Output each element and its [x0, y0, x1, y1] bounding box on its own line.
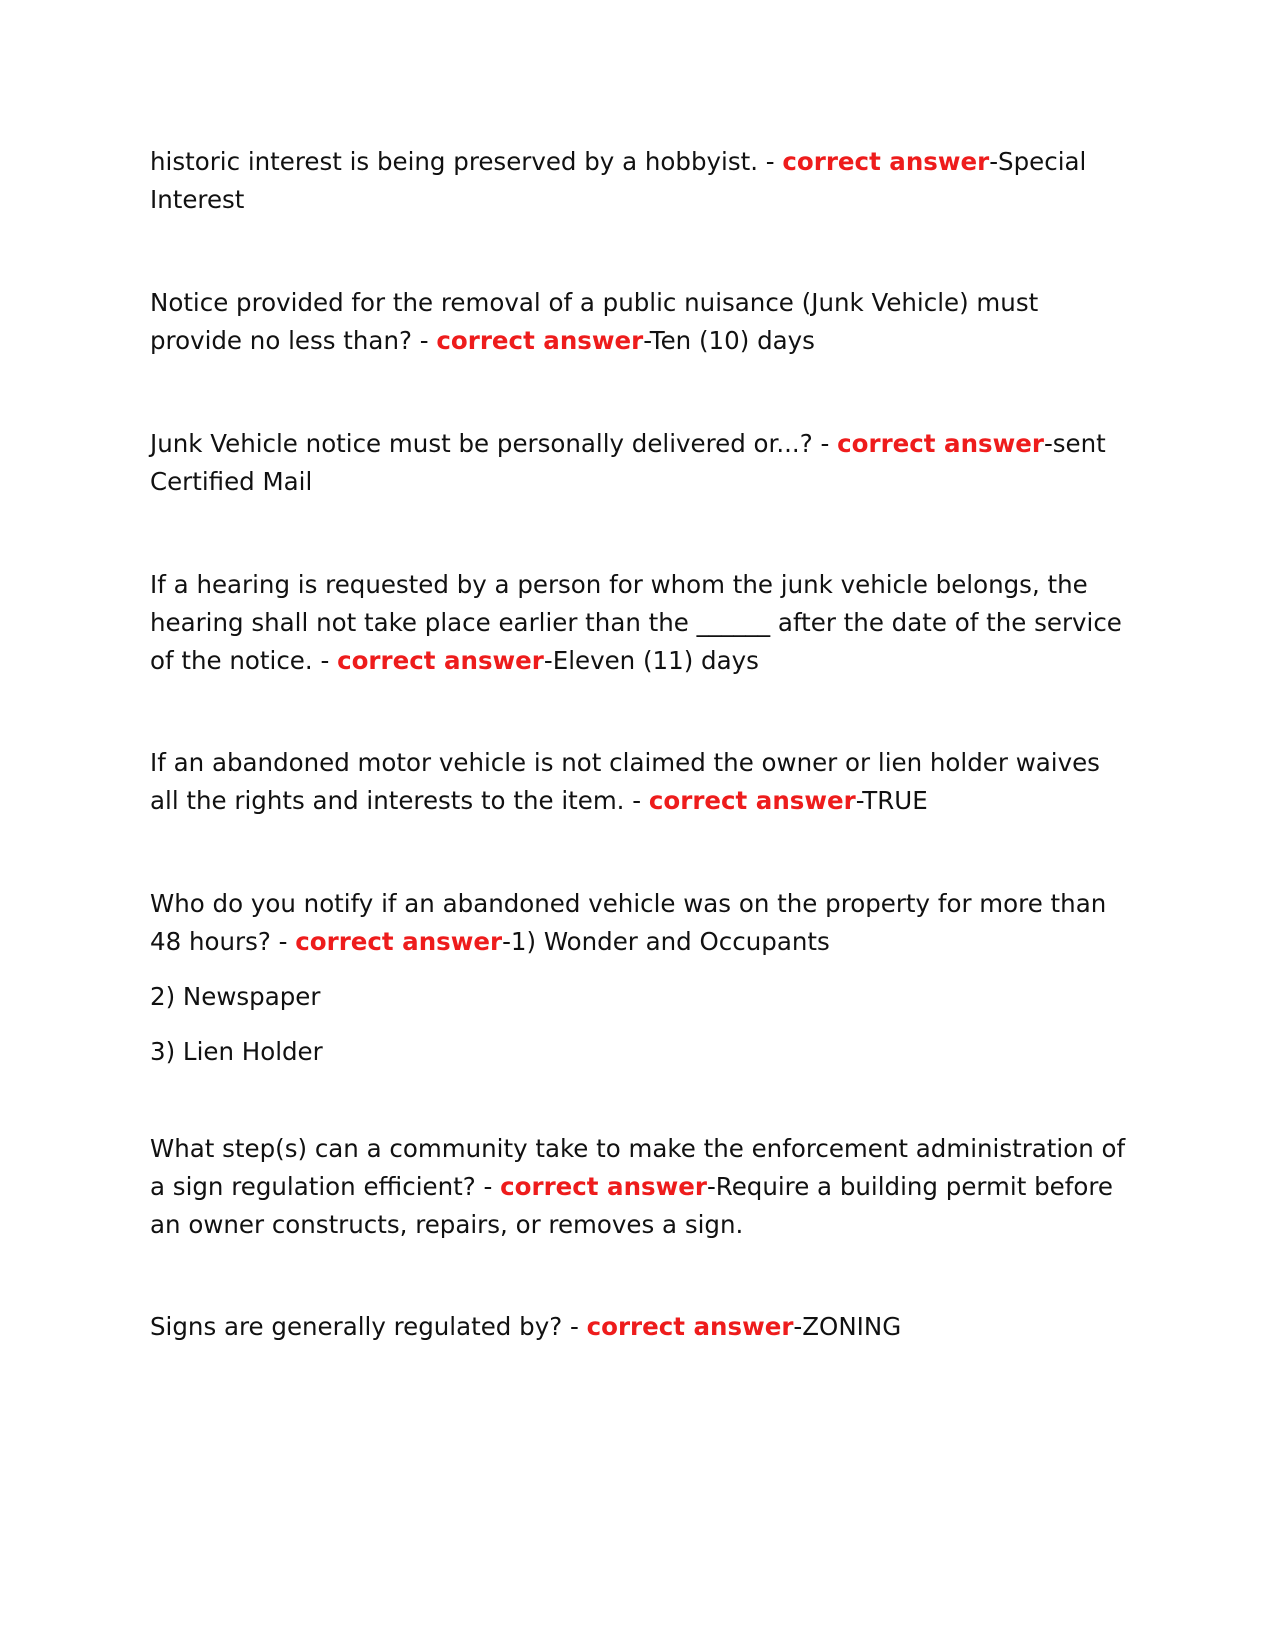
qa-paragraph: [150, 284, 1130, 360]
question-text: If an abandoned motor vehicle is not claimed the owner or lien holder waives all the rights and interests to the item. -: [150, 748, 1100, 815]
answer-text: -Special Interest: [150, 147, 1087, 214]
qa-paragraph: [150, 143, 1130, 219]
qa-item-1: [150, 143, 1130, 219]
correct-answer-label: correct answer: [337, 646, 544, 675]
question-text: Who do you notify if an abandoned vehicle was on the property for more than 48 hours? -: [150, 889, 1107, 956]
answer-text: -Eleven (11) days: [543, 646, 759, 675]
qa-item-4: [150, 566, 1130, 680]
question-text: historic interest is being preserved by a hobbyist. -: [150, 147, 783, 176]
question-text: Notice provided for the removal of a public nuisance (Junk Vehicle) must provide no less than? -: [150, 288, 1039, 355]
answer-extra-line: 2) Newspaper: [150, 982, 321, 1011]
qa-item-3: [150, 425, 1130, 501]
correct-answer-label: correct answer: [586, 1312, 794, 1341]
qa-item-8: [150, 1308, 1130, 1346]
qa-item-5: [150, 744, 1130, 820]
correct-answer-label: correct answer: [782, 147, 990, 176]
question-text: If a hearing is requested by a person for whom the junk vehicle belongs, the hearing shall not take place earlier than the ______ after the date of the service of the notice. -: [150, 570, 1122, 675]
answer-text: -ZONING: [793, 1312, 902, 1341]
question-text: Junk Vehicle notice must be personally delivered or...? -: [150, 429, 838, 458]
question-text: Signs are generally regulated by? -: [150, 1312, 587, 1341]
qa-paragraph: [150, 1130, 1130, 1244]
answer-text: -Ten (10) days: [643, 326, 815, 355]
qa-item-6: [150, 885, 1130, 1071]
correct-answer-label: correct answer: [295, 927, 503, 956]
answer-text: -sent Certified Mail: [150, 429, 1106, 496]
answer-text: -TRUE: [855, 786, 928, 815]
qa-item-7: [150, 1130, 1130, 1244]
correct-answer-label: correct answer: [837, 429, 1044, 458]
answer-text: -Require a building permit before an owner constructs, repairs, or removes a sign.: [150, 1172, 1113, 1239]
qa-item-2: [150, 284, 1130, 360]
qa-paragraph: [150, 885, 1130, 961]
correct-answer-label: correct answer: [648, 786, 856, 815]
correct-answer-label: correct answer: [436, 326, 644, 355]
qa-paragraph: [150, 744, 1130, 820]
qa-paragraph: [150, 425, 1130, 501]
correct-answer-label: correct answer: [500, 1172, 707, 1201]
question-text: What step(s) can a community take to make the enforcement administration of a sign regulation efficient? -: [150, 1134, 1126, 1201]
answer-text: -1) Wonder and Occupants: [502, 927, 830, 956]
answer-extra-line: 3) Lien Holder: [150, 1037, 323, 1066]
qa-paragraph: [150, 1308, 1130, 1346]
qa-paragraph: [150, 566, 1130, 680]
